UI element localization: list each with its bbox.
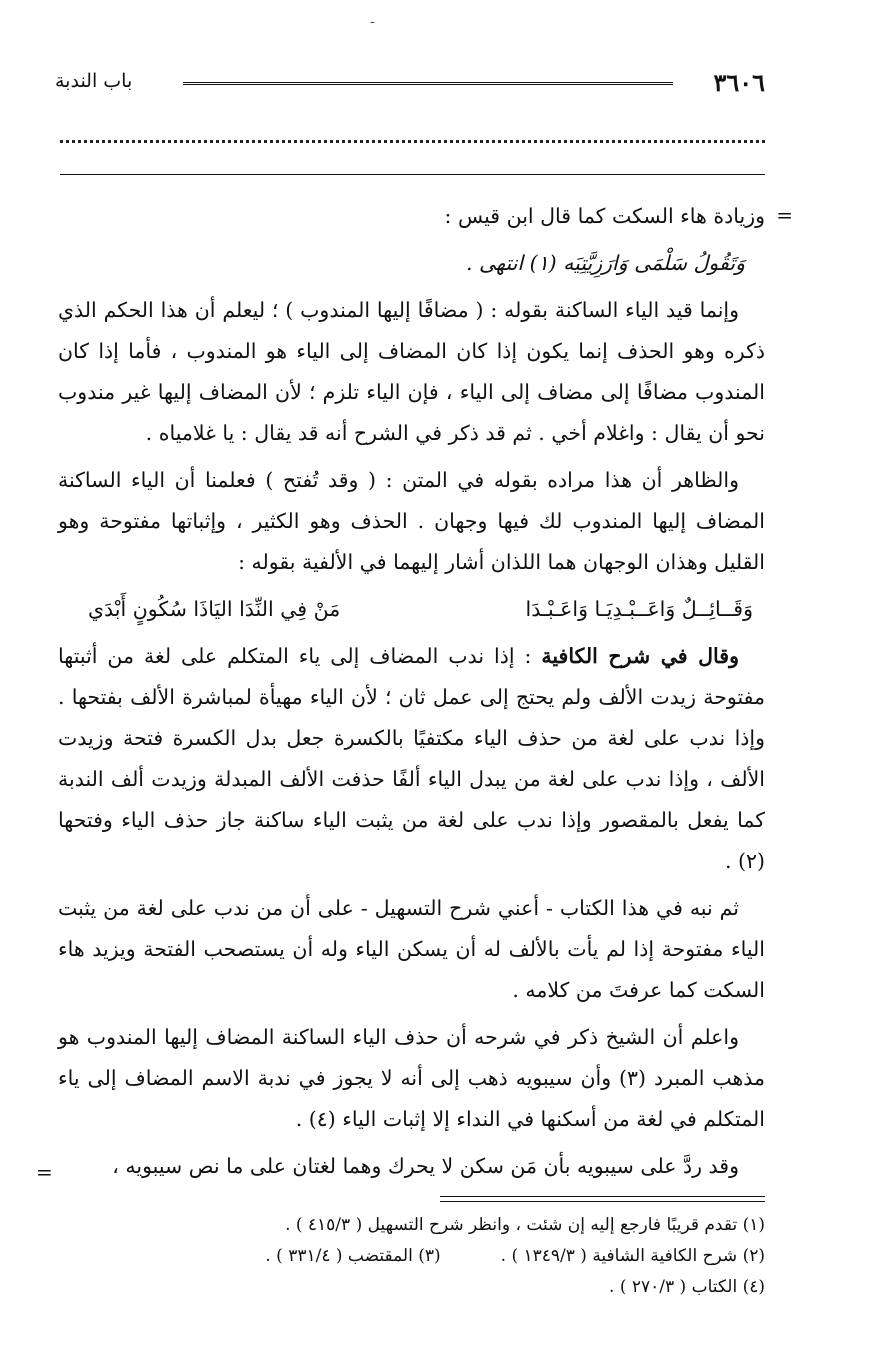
header-rule (183, 82, 673, 85)
footnote: (٢) شرح الكافية الشافية ( ١٣٤٩/٣ ) . (500, 1246, 765, 1266)
verse-line: وَتَقُولُ سَلْمَى وَارَزِيَّتِيَه (١) انتهى . (465, 251, 745, 275)
footnote-rule (440, 1201, 765, 1202)
page-number: ٣٦٠٦ (713, 68, 765, 97)
footnotes (150, 1210, 765, 1303)
paragraph (58, 636, 765, 882)
verse-hemistich-first: وَقَــائِــلٌ وَاعَــبْـدِيَـا وَاعَـبْـدَا (525, 597, 753, 621)
continuation-mark-start: = (776, 203, 793, 227)
running-header (55, 68, 765, 96)
footnote: (٣) المقتضب ( ٣٣١/٤ ) . (265, 1246, 441, 1266)
paragraph: وقد ردَّ على سيبويه بأن مَن سكن لا يحرك وهما لغتان على ما نص سيبويه ، (112, 1154, 739, 1178)
paragraph: والظاهر أن هذا مراده بقوله في المتن : ( وقد تُفتح ) فعلمنا أن الياء الساكنة المضاف إليها المندوب لك فيها وجهان . الحذف وهو الكثير ، وإثباتها مفتوحة وهو القليل وهذان الوجهان هما اللذان أشار إليهما في الألفية بقوله : (58, 468, 765, 574)
dotted-separator (60, 140, 765, 143)
footnote-rule (440, 1196, 765, 1197)
paragraph: ثم نبه في هذا الكتاب - أعني شرح التسهيل - على أن من ندب على لغة من يثبت الياء مفتوحة إذا لم يأت بالألف له أن يسكن الياء وله أن يستصحب الفتحة ويزيد هاء السكت كما عرفتَ من كلامه . (58, 896, 765, 1002)
paragraph-text: : إذا ندب المضاف إلى ياء المتكلم على لغة من أثبتها مفتوحة زيدت الألف ولم يحتج إلى عمل ثان ؛ لأن الياء مهيأة لمباشرة الألف بفتحها . وإذا ندب على لغة من حذف الياء مكتفيًا بالكسرة جعل بدل الكسرة فتحة وزيدت الألف ، وإذا ندب على لغة من يبدل الياء ألفًا حذفت الألف المبدلة وزيدت ألف الندبة كما يفعل بالمقصور وإذا ندب على لغة من يثبت الياء ساكنة جاز حذف الياء وفتحها (٢) . (58, 644, 765, 873)
scan-mark: - (370, 14, 375, 30)
paragraph: وإنما قيد الياء الساكنة بقوله : ( مضافًا إليها المندوب ) ؛ ليعلم أن هذا الحكم الذي ذكره وهو الحذف إنما يكون إذا كان المضاف إلى الياء هو المندوب ، فأما إذا كان المندوب مضافًا إلى مضاف إلى الياء ، فإن الياء تلزم ؛ لأن المضاف إليها غير مندوب نحو أن يقال : واغلام أخي . ثم قد ذكر في الشرح أنه قد يقال : يا غلامياه . (58, 298, 765, 445)
bold-lead: وقال في شرح الكافية (541, 644, 740, 668)
footnote-row (150, 1241, 765, 1272)
paragraph: وزيادة هاء السكت كما قال ابن قيس : (444, 204, 765, 228)
main-text (58, 196, 765, 1193)
footnote: (٤) الكتاب ( ٢٧٠/٣ ) . (609, 1277, 765, 1297)
separator-rule (60, 174, 765, 175)
verse-couplet (58, 589, 765, 630)
verse-hemistich-second: مَنْ فِي النِّدَا اليَاذَا سُكُونٍ أَبْدَي (88, 597, 341, 621)
footnote: (١) تقدم قريبًا فارجع إليه إن شئت ، وانظر شرح التسهيل ( ٤١٥/٣ ) . (285, 1215, 765, 1235)
continuation-mark-end: = (36, 1160, 53, 1184)
paragraph: واعلم أن الشيخ ذكر في شرحه أن حذف الياء الساكنة المضاف إليها المندوب هو مذهب المبرد (٣) وأن سيبويه ذهب إلى أنه لا يجوز في ندبة الاسم المضاف إلى ياء المتكلم في لغة من أسكنها في النداء إلا إثبات الياء (٤) . (58, 1025, 765, 1131)
chapter-title: باب الندبة (55, 70, 133, 92)
